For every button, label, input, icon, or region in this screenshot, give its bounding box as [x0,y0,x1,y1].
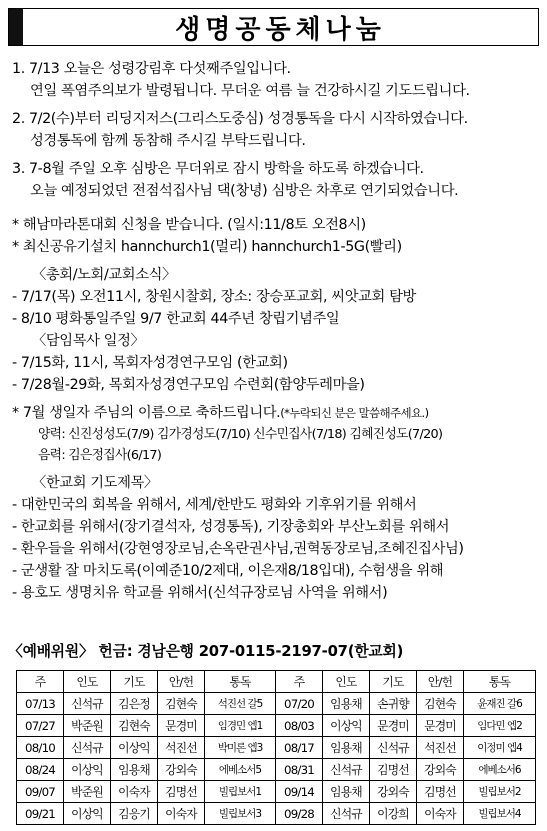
roster-cell: 문경미 [370,715,417,737]
pastor-schedule-item: - 7/28월-29화, 목회자성경연구모임 수련회(함양두레마을) [12,377,365,393]
roster-cell: 이숙자 [111,781,158,803]
bulletin-header [8,8,539,46]
roster-cell: 김현숙 [111,715,158,737]
roster-cell: 김현숙 [417,693,464,715]
roster-cell: 08/17 [276,737,323,759]
roster-cell: 이숙자 [158,803,205,825]
roster-cell: 08/03 [276,715,323,737]
worship-roster-table [16,670,536,825]
roster-cell: 신석규 [64,693,111,715]
marathon-notice: * 해남마라톤대회 신청을 받습니다. (일시:11/8토 오전8시) [12,217,366,233]
birthday-lunar: 음력: 김은정집사(6/17) [38,448,162,463]
roster-cell: 문경미 [417,715,464,737]
roster-cell: 07/20 [276,693,323,715]
roster-cell: 신석규 [323,759,370,781]
roster-cell: 09/14 [276,781,323,803]
prayer-item: - 환우들을 위해서(강현영장로님,손옥란권사님,권혁동장로님,조혜진집사님) [12,541,464,557]
birthday-note: (*누락되신 분은 말씀해주세요.) [280,406,429,420]
roster-cell: 임용채 [323,781,370,803]
roster-cell: 손귀향 [370,693,417,715]
roster-header: 통독 [464,671,536,693]
roster-cell: 09/07 [17,781,64,803]
table-row [17,781,536,803]
roster-header: 인도 [323,671,370,693]
roster-cell: 석진선 [417,737,464,759]
bulletin-content [12,58,538,604]
prayer-item: - 한교회를 위해서(장기결석자, 성경통독), 기장총회와 부산노회를 위해서 [12,519,450,535]
roster-cell: 강외숙 [370,781,417,803]
roster-header-row [17,671,536,693]
header-accent-bar [9,9,23,45]
notice-line: 오늘 예정되었던 전점석집사님 댁(창녕) 심방은 차후로 연기되었습니다. [30,183,459,199]
roster-cell: 신석규 [370,737,417,759]
roster-cell: 김명선 [370,759,417,781]
roster-cell: 빌립보서3 [205,803,276,825]
notice-line: 연일 폭염주의보가 발령됩니다. 무더운 여름 늘 건강하시길 기도드립니다. [30,83,470,99]
roster-cell: 08/24 [17,759,64,781]
roster-header: 인도 [64,671,111,693]
roster-cell: 신석규 [64,737,111,759]
roster-cell: 석진선 갈5 [205,693,276,715]
roster-cell: 임용채 [323,737,370,759]
roster-cell: 김은정 [111,693,158,715]
roster-cell: 이상익 [111,737,158,759]
roster-cell: 09/28 [276,803,323,825]
roster-header: 기도 [111,671,158,693]
table-row [17,693,536,715]
prayer-item: - 용호도 생명치유 학교를 위해서(신석규장로님 사역을 위해서) [12,585,388,601]
table-row [17,759,536,781]
roster-cell: 이상익 [64,759,111,781]
birthday-solar: 양력: 신진성성도(7/9) 김가경성도(7/10) 신수민집사(7/18) 김혜진성도(7/20) [38,427,443,442]
prayer-item: - 대한민국의 회복을 위해서, 세계/한반도 평화와 기후위기를 위해서 [12,497,417,513]
notice-item [12,158,538,202]
roster-cell: 김현숙 [158,693,205,715]
notice-line: 2. 7/2(수)부터 리딩지저스(그리스도중심) 성경통독을 다시 시작하였습니다. [12,111,468,127]
roster-cell: 에베소서6 [464,759,536,781]
roster-cell: 빌립보서1 [205,781,276,803]
roster-cell: 임경민 엡1 [205,715,276,737]
roster-cell: 김명선 [158,781,205,803]
notice-item [12,58,538,102]
roster-header: 주 [17,671,64,693]
roster-header: 주 [276,671,323,693]
notice-item [12,108,538,152]
roster-cell: 에베소서5 [205,759,276,781]
roster-cell: 09/21 [17,803,64,825]
roster-header: 안/헌 [158,671,205,693]
prayer-heading: 〈한교회 기도제목〉 [32,475,158,491]
page-title: 생명공동체나눔 [175,14,386,45]
roster-cell: 문경미 [158,715,205,737]
roster-cell: 김응기 [111,803,158,825]
notice-line: 3. 7-8월 주일 오후 심방은 무더위로 잠시 방학을 하도록 하겠습니다. [12,161,424,177]
roster-cell: 강외숙 [158,759,205,781]
roster-cell: 김명선 [417,781,464,803]
roster-cell: 강외숙 [417,759,464,781]
roster-cell: 박준원 [64,715,111,737]
wifi-notice: * 최신공유기설치 hannchurch1(멀리) hannchurch1-5G(빨리) [12,239,402,255]
prayer-item: - 군생활 잘 마치도록(이예준10/2제대, 이은재8/18입대), 수험생을 위해 [12,563,444,579]
roster-cell: 이상익 [64,803,111,825]
roster-cell: 신석규 [323,803,370,825]
roster-cell: 석진선 [158,737,205,759]
roster-cell: 이상익 [323,715,370,737]
roster-cell: 빌립보서4 [464,803,536,825]
presbytery-item: - 8/10 평화통일주일 9/7 한교회 44주년 창립기념주일 [12,311,340,327]
presbytery-heading: 〈총회/노회/교회소식〉 [32,267,176,283]
notice-line: 성경통독에 함께 동참해 주시길 부탁드립니다. [30,133,306,149]
roster-cell: 윤재진 갈6 [464,693,536,715]
roster-cell: 08/10 [17,737,64,759]
notice-line: 1. 7/13 오늘은 성령강림후 다섯째주일입니다. [12,61,291,77]
table-row [17,803,536,825]
table-row [17,715,536,737]
roster-cell: 빌립보서2 [464,781,536,803]
roster-cell: 07/27 [17,715,64,737]
presbytery-item: - 7/17(목) 오전11시, 창원시찰회, 장소: 장승포교회, 씨앗교회 탐방 [12,289,416,305]
birthday-intro [12,402,538,424]
roster-cell: 박미론 엡3 [205,737,276,759]
roster-cell: 07/13 [17,693,64,715]
table-row [17,737,536,759]
roster-cell: 박준원 [64,781,111,803]
roster-cell: 이숙자 [417,803,464,825]
roster-cell: 임용채 [111,759,158,781]
roster-header: 기도 [370,671,417,693]
roster-cell: 임다민 엡2 [464,715,536,737]
pastor-heading: 〈담임목사 일정〉 [32,333,145,349]
roster-cell: 임용채 [323,693,370,715]
pastor-schedule-item: - 7/15화, 11시, 목회자성경연구모임 (한교회) [12,355,288,371]
roster-header: 통독 [205,671,276,693]
roster-cell: 이강희 [370,803,417,825]
roster-header: 안/헌 [417,671,464,693]
birthday-intro-text: * 7월 생일자 주님의 이름으로 축하드립니다. [12,405,281,421]
roster-cell: 08/31 [276,759,323,781]
roster-cell: 이정미 엡4 [464,737,536,759]
offering-account: 〈예배위원〉 헌금: 경남은행 207-0115-2197-07(한교회) [8,643,404,660]
